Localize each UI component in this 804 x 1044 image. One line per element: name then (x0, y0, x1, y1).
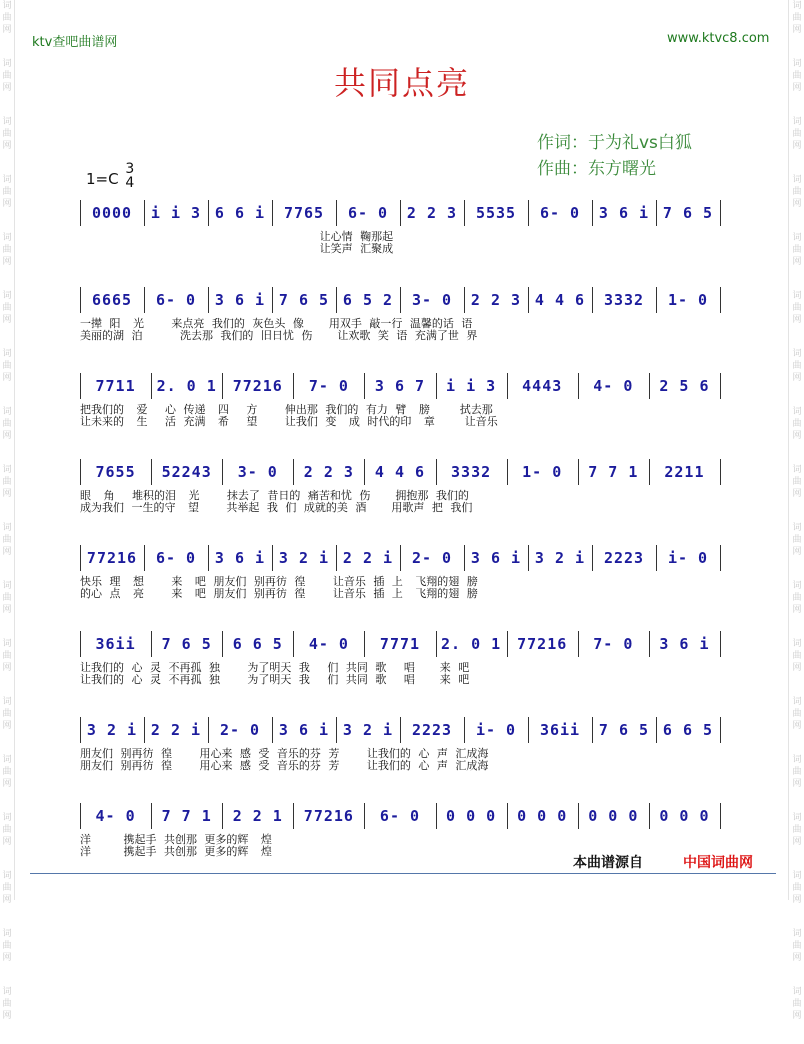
watermark-char: 网 (792, 489, 802, 499)
measure: 4- 0 (308, 635, 349, 653)
watermark-char: 网 (792, 953, 802, 963)
watermark-char: 网 (2, 895, 12, 905)
barline (720, 373, 721, 399)
watermark-char: 曲 (792, 709, 802, 719)
measure: 6 5 2 (342, 291, 394, 309)
watermark-char: 曲 (792, 593, 802, 603)
lyric-line: 让我们的 心 灵 不再孤 独 为了明天 我 们 共同 歌 唱 来 吧 (80, 661, 470, 674)
measure: 7- 0 (593, 635, 634, 653)
measure: 3 6 i (598, 204, 650, 222)
watermark-char: 网 (2, 779, 12, 789)
watermark-char: 词 (792, 871, 802, 881)
watermark-char: 词 (792, 581, 802, 591)
measure: 3 6 i (659, 635, 710, 653)
lyric-line: 洋 携起手 共创那 更多的辉 煌 (80, 833, 272, 846)
watermark-char: 网 (792, 257, 802, 267)
watermark-char: 网 (2, 141, 12, 151)
measure: 2- 0 (219, 721, 261, 739)
watermark-char: 词 (792, 175, 802, 185)
time-signature (125, 162, 134, 190)
measure: 3332 (451, 463, 492, 481)
measure: 3 2 i (278, 549, 330, 567)
measure: 7 6 5 (662, 204, 714, 222)
measure: 7711 (95, 377, 136, 395)
watermark-char: 词 (2, 291, 12, 301)
left-margin-line (14, 0, 15, 900)
lyricist-credit: 作词：于为礼vs白狐 (537, 133, 692, 153)
watermark-char: 曲 (2, 593, 12, 603)
notation-line (80, 634, 720, 656)
watermark-char: 曲 (792, 651, 802, 661)
watermark-char: 词 (2, 349, 12, 359)
watermark-char: 词 (792, 407, 802, 417)
watermark-char: 词 (792, 291, 802, 301)
barline (720, 631, 721, 657)
measure: 3 6 i (214, 549, 266, 567)
notation-line (80, 290, 720, 312)
watermark-char: 网 (792, 25, 802, 35)
watermark-char: 网 (2, 837, 12, 847)
watermark-char: 词 (2, 117, 12, 127)
measure: 77216 (517, 635, 568, 653)
watermark-char: 词 (792, 639, 802, 649)
watermark-char: 曲 (2, 651, 12, 661)
composer-credit: 作曲：东方曙光 (537, 159, 656, 179)
watermark-char: 网 (792, 663, 802, 673)
watermark-char: 网 (792, 199, 802, 209)
measure: 7- 0 (308, 377, 349, 395)
right-margin-line (788, 0, 789, 900)
watermark-char: 词 (2, 59, 12, 69)
barline (720, 803, 721, 829)
measure: 6 6 i (214, 204, 266, 222)
left-watermark-strip (0, 0, 14, 1021)
notation-line (80, 720, 720, 742)
measure: 4- 0 (593, 377, 634, 395)
watermark-char: 曲 (2, 825, 12, 835)
measure: 36ii (95, 635, 136, 653)
watermark-char: 网 (2, 489, 12, 499)
watermark-char: 曲 (2, 187, 12, 197)
measure: 6665 (91, 291, 133, 309)
footer-divider (30, 873, 776, 874)
watermark-char: 网 (2, 1011, 12, 1021)
right-watermark-strip (790, 0, 804, 1021)
measure: 7655 (95, 463, 136, 481)
watermark-char: 网 (2, 25, 12, 35)
watermark-char: 网 (792, 315, 802, 325)
watermark-char: 曲 (2, 535, 12, 545)
watermark-char: 网 (792, 605, 802, 615)
watermark-char: 曲 (792, 825, 802, 835)
measure: 7 6 5 (278, 291, 330, 309)
watermark-char: 网 (2, 373, 12, 383)
measure: 7765 (283, 204, 325, 222)
measure: 7 6 5 (598, 721, 650, 739)
watermark-char: 网 (2, 721, 12, 731)
measure: 3 2 i (534, 549, 586, 567)
notation-line (80, 203, 720, 225)
measure: 6- 0 (379, 807, 421, 825)
watermark-char: 词 (2, 175, 12, 185)
watermark-char: 词 (2, 987, 12, 997)
watermark-char: 曲 (792, 361, 802, 371)
watermark-char: 词 (792, 1, 802, 11)
measure: 3 6 i (278, 721, 330, 739)
watermark-char: 网 (2, 663, 12, 673)
watermark-char: 词 (792, 813, 802, 823)
measure: 3 6 i (470, 549, 522, 567)
measure: 3332 (603, 291, 645, 309)
watermark-char: 词 (792, 929, 802, 939)
watermark-char: 词 (2, 407, 12, 417)
measure: 2 2 i (150, 721, 202, 739)
watermark-char: 网 (2, 83, 12, 93)
source-site-label: ktv查吧曲谱网 (32, 35, 118, 50)
measure: 36ii (539, 721, 581, 739)
lyric-line: 让我们的 心 灵 不再孤 独 为了明天 我 们 共同 歌 唱 来 吧 (80, 673, 470, 686)
watermark-char: 网 (2, 257, 12, 267)
measure: 3 2 i (86, 721, 138, 739)
watermark-char: 词 (2, 1, 12, 11)
watermark-char: 词 (2, 929, 12, 939)
watermark-char: 曲 (792, 941, 802, 951)
watermark-char: 曲 (2, 883, 12, 893)
watermark-char: 网 (2, 315, 12, 325)
measure: 6- 0 (155, 549, 197, 567)
song-title: 共同点亮 (333, 64, 470, 102)
footer-site-name[interactable]: 中国词曲网 (683, 855, 753, 871)
watermark-char: 曲 (792, 245, 802, 255)
watermark-char: 网 (792, 895, 802, 905)
watermark-char: 曲 (2, 245, 12, 255)
measure: 77216 (232, 377, 283, 395)
watermark-char: 词 (792, 987, 802, 997)
measure: 1- 0 (667, 291, 709, 309)
watermark-char: 词 (792, 465, 802, 475)
measure: 3 2 i (342, 721, 394, 739)
watermark-char: 词 (2, 465, 12, 475)
watermark-char: 词 (792, 349, 802, 359)
watermark-char: 曲 (2, 361, 12, 371)
measure: 0 0 0 (446, 807, 497, 825)
watermark-char: 曲 (2, 767, 12, 777)
measure: 2 2 i (342, 549, 394, 567)
watermark-char: 词 (792, 59, 802, 69)
watermark-char: 曲 (792, 13, 802, 23)
barline (720, 200, 721, 226)
watermark-char: 曲 (2, 129, 12, 139)
measure: 2 5 6 (659, 377, 710, 395)
measure: 7 6 5 (161, 635, 212, 653)
measure: i- 0 (475, 721, 517, 739)
watermark-char: 网 (792, 141, 802, 151)
watermark-char: 网 (792, 373, 802, 383)
watermark-char: 曲 (2, 709, 12, 719)
watermark-char: 网 (2, 547, 12, 557)
key-signature (86, 162, 134, 190)
watermark-char: 网 (792, 547, 802, 557)
measure: 7771 (379, 635, 421, 653)
lyric-line: 让心情 鞠那起 (80, 230, 394, 243)
watermark-char: 网 (2, 605, 12, 615)
notation-line (80, 548, 720, 570)
measure: 4 4 6 (374, 463, 426, 481)
watermark-char: 网 (2, 199, 12, 209)
key-label: 1=C (86, 169, 119, 188)
watermark-char: 曲 (2, 303, 12, 313)
watermark-char: 曲 (792, 883, 802, 893)
lyric-line: 让未来的 生 活 充满 希 望 让我们 变 成 时代的印 章 让音乐 (80, 415, 498, 428)
lyric-line: 让笑声 汇聚成 (80, 242, 394, 255)
watermark-char: 曲 (792, 71, 802, 81)
watermark-char: 词 (2, 581, 12, 591)
measure: 77216 (303, 807, 354, 825)
lyric-line: 眼 角 堆积的泪 光 抹去了 昔日的 痛苦和忧 伤 拥抱那 我们的 (80, 489, 469, 502)
measure: 0 0 0 (659, 807, 710, 825)
footer-source-label: 本曲谱源自 (573, 855, 643, 871)
barline (720, 717, 721, 743)
measure: 2. 0 1 (156, 377, 217, 395)
measure: i i 3 (150, 204, 202, 222)
measure: 5535 (475, 204, 517, 222)
meter-top: 3 (125, 161, 135, 177)
measure: 3 6 7 (374, 377, 426, 395)
watermark-char: 词 (2, 233, 12, 243)
watermark-char: 曲 (2, 71, 12, 81)
watermark-char: 词 (2, 639, 12, 649)
watermark-char: 曲 (2, 941, 12, 951)
measure: 2 2 3 (406, 204, 458, 222)
measure: 2211 (664, 463, 705, 481)
watermark-char: 网 (792, 837, 802, 847)
measure: 4 4 6 (534, 291, 586, 309)
lyric-line: 朋友们 别再彷 徨 用心来 感 受 音乐的芬 芳 让我们的 心 声 汇成海 (80, 747, 489, 760)
measure: 1- 0 (522, 463, 563, 481)
measure: 7 7 1 (588, 463, 639, 481)
watermark-char: 曲 (2, 419, 12, 429)
lyric-line: 成为我们 一生的守 望 共举起 我 们 成就的美 酒 用歌声 把 我们 (80, 501, 473, 514)
measure: 4443 (522, 377, 563, 395)
measure: 6 6 5 (232, 635, 283, 653)
measure: 0000 (91, 204, 133, 222)
notation-line (80, 806, 720, 828)
lyric-line: 的心 点 亮 来 吧 朋友们 别再彷 徨 让音乐 插 上 飞翔的翅 膀 (80, 587, 478, 600)
measure: 2 2 3 (470, 291, 522, 309)
watermark-char: 词 (792, 117, 802, 127)
lyric-line: 美丽的湖 泊 洗去那 我们的 旧日忧 伤 让欢歌 笑 语 充满了世 界 (80, 329, 478, 342)
watermark-char: 词 (2, 813, 12, 823)
barline (720, 459, 721, 485)
watermark-char: 网 (2, 431, 12, 441)
watermark-char: 曲 (792, 477, 802, 487)
lyric-line: 把我们的 爱 心 传递 四 方 伸出那 我们的 有力 臂 膀 拭去那 (80, 403, 493, 416)
measure: 2 2 1 (232, 807, 283, 825)
watermark-char: 曲 (792, 303, 802, 313)
measure: 2223 (411, 721, 453, 739)
measure: 4- 0 (95, 807, 136, 825)
measure: 2. 0 1 (441, 635, 502, 653)
measure: 2- 0 (411, 549, 453, 567)
barline (720, 287, 721, 313)
measure: 3- 0 (411, 291, 453, 309)
watermark-char: 曲 (792, 129, 802, 139)
measure: 6- 0 (347, 204, 389, 222)
watermark-char: 网 (792, 779, 802, 789)
notation-line (80, 462, 720, 484)
watermark-char: 词 (792, 233, 802, 243)
watermark-char: 曲 (792, 419, 802, 429)
measure: 3- 0 (237, 463, 278, 481)
measure: 6 6 5 (662, 721, 714, 739)
watermark-char: 词 (792, 523, 802, 533)
watermark-char: 曲 (792, 535, 802, 545)
measure: 6- 0 (155, 291, 197, 309)
measure: 0 0 0 (517, 807, 568, 825)
measure: i- 0 (667, 549, 709, 567)
measure: 52243 (161, 463, 212, 481)
watermark-char: 网 (792, 83, 802, 93)
measure: 77216 (86, 549, 138, 567)
watermark-char: 词 (2, 697, 12, 707)
barline (720, 545, 721, 571)
watermark-char: 曲 (792, 187, 802, 197)
lyric-line: 朋友们 别再彷 徨 用心来 感 受 音乐的芬 芳 让我们的 心 声 汇成海 (80, 759, 489, 772)
lyric-line: 快乐 理 想 来 吧 朋友们 别再彷 徨 让音乐 插 上 飞翔的翅 膀 (80, 575, 478, 588)
watermark-char: 网 (792, 1011, 802, 1021)
watermark-char: 曲 (792, 767, 802, 777)
watermark-char: 词 (2, 755, 12, 765)
measure: 0 0 0 (588, 807, 639, 825)
watermark-char: 曲 (792, 999, 802, 1009)
watermark-char: 词 (2, 871, 12, 881)
lyric-line: 洋 携起手 共创那 更多的辉 煌 (80, 845, 272, 858)
watermark-char: 曲 (2, 13, 12, 23)
measure: 6- 0 (539, 204, 581, 222)
meter-bottom: 4 (125, 175, 135, 191)
watermark-char: 词 (2, 523, 12, 533)
watermark-char: 曲 (2, 477, 12, 487)
measure: 2223 (603, 549, 645, 567)
watermark-char: 词 (792, 697, 802, 707)
lyric-line: 一撵 阳 光 来点亮 我们的 灰色头 像 用双手 敲一行 温馨的话 语 (80, 317, 473, 330)
watermark-char: 词 (792, 755, 802, 765)
watermark-char: 曲 (2, 999, 12, 1009)
measure: i i 3 (446, 377, 497, 395)
watermark-char: 网 (2, 953, 12, 963)
notation-line (80, 376, 720, 398)
source-site-url[interactable]: www.ktvc8.com (667, 31, 770, 46)
measure: 7 7 1 (161, 807, 212, 825)
measure: 2 2 3 (303, 463, 354, 481)
watermark-char: 网 (792, 431, 802, 441)
measure: 3 6 i (214, 291, 266, 309)
watermark-char: 网 (792, 721, 802, 731)
